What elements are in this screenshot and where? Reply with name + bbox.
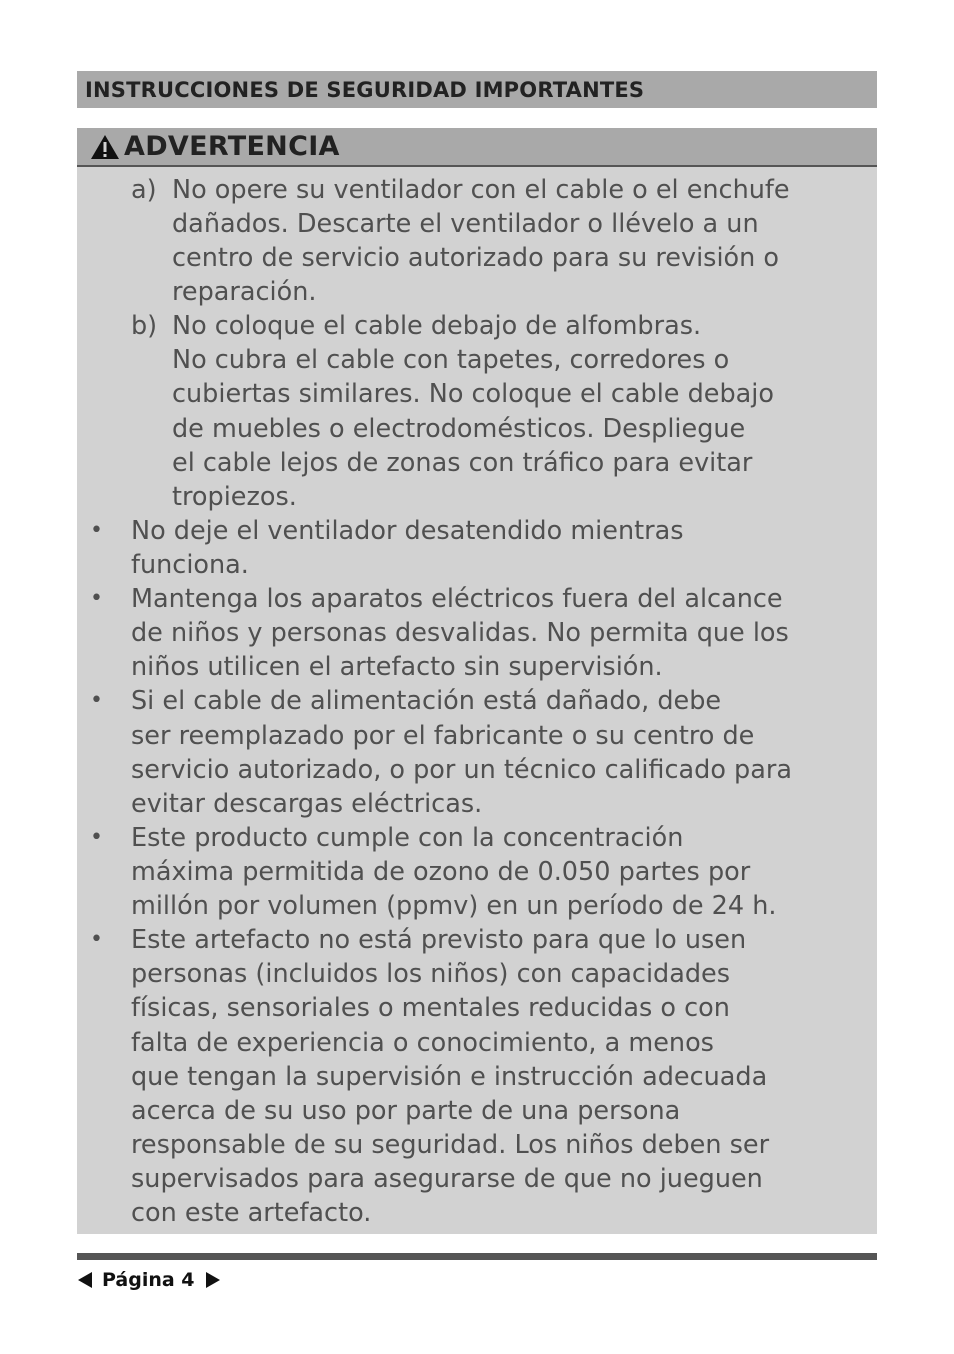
bullet-line: No deje el ventilador desatendido mientras (131, 516, 684, 546)
bullet-line: que tengan la supervisión e instrucción adecuada (131, 1062, 768, 1092)
item-b-line: cubiertas similares. No coloque el cable debajo (172, 379, 774, 409)
bullet-line: responsable de su seguridad. Los niños deben ser (131, 1130, 770, 1160)
section-header (77, 71, 877, 108)
item-b-line: tropiezos. (172, 482, 297, 512)
warning-header (77, 128, 877, 167)
bullet-line: Este artefacto no está previsto para que lo usen (131, 925, 747, 955)
item-a-marker: a) (131, 175, 157, 205)
bullet-line: millón por volumen (ppmv) en un período de 24 h. (131, 891, 777, 921)
section-title: INSTRUCCIONES DE SEGURIDAD IMPORTANTES (85, 77, 645, 102)
bullet-line: máxima permitida de ozono de 0.050 partes por (131, 857, 751, 887)
bullet-line: físicas, sensoriales o mentales reducidas o con (131, 993, 730, 1023)
bullet-line: niños utilicen el artefacto sin supervisión. (131, 652, 663, 682)
bullet-line: Este producto cumple con la concentración (131, 823, 684, 853)
item-b-marker: b) (131, 311, 158, 341)
item-a-line: No opere su ventilador con el cable o el enchufe (172, 175, 790, 205)
bullet-icon: • (90, 825, 103, 850)
footer-divider (77, 1253, 877, 1260)
item-b-line: el cable lejos de zonas con tráfico para evitar (172, 448, 753, 478)
item-a-line: centro de servicio autorizado para su revisión o (172, 243, 779, 273)
bullet-icon: • (90, 586, 103, 611)
warning-label: ADVERTENCIA (124, 131, 340, 162)
bullet-line: personas (incluidos los niños) con capacidades (131, 959, 731, 989)
warning-triangle-icon (90, 134, 120, 160)
bullet-line: con este artefacto. (131, 1198, 372, 1228)
triangle-right-icon[interactable] (205, 1271, 221, 1289)
bullet-line: servicio autorizado, o por un técnico calificado para (131, 755, 792, 785)
page-number: Página 4 (102, 1269, 195, 1291)
warning-box (77, 128, 877, 1234)
bullet-icon: • (90, 927, 103, 952)
bullet-line: evitar descargas eléctricas. (131, 789, 483, 819)
bullet-line: funciona. (131, 550, 249, 580)
bullet-icon: • (90, 688, 103, 713)
bullet-line: falta de experiencia o conocimiento, a menos (131, 1028, 714, 1058)
item-b-line: No cubra el cable con tapetes, corredores o (172, 345, 730, 375)
bullet-line: supervisados para asegurarse de que no jueguen (131, 1164, 763, 1194)
item-a-line: reparación. (172, 277, 317, 307)
triangle-left-icon[interactable] (77, 1271, 93, 1289)
bullet-line: ser reemplazado por el fabricante o su centro de (131, 721, 755, 751)
item-b-line: de muebles o electrodomésticos. Despliegue (172, 414, 746, 444)
bullet-line: Si el cable de alimentación está dañado, debe (131, 686, 722, 716)
bullet-line: Mantenga los aparatos eléctricos fuera del alcance (131, 584, 783, 614)
item-a-line: dañados. Descarte el ventilador o llévelo a un (172, 209, 759, 239)
bullet-line: de niños y personas desvalidas. No permita que los (131, 618, 789, 648)
page-navigation (77, 1267, 221, 1293)
bullet-icon: • (90, 518, 103, 543)
item-b-line: No coloque el cable debajo de alfombras. (172, 311, 702, 341)
bullet-line: acerca de su uso por parte de una persona (131, 1096, 681, 1126)
